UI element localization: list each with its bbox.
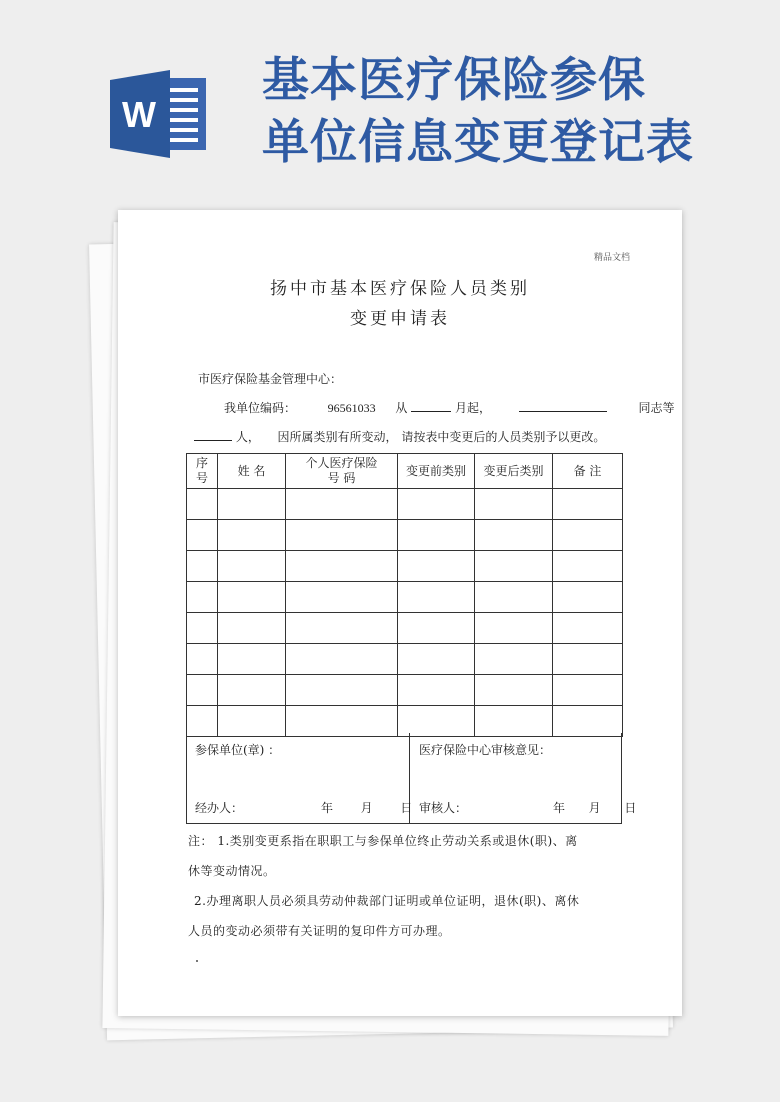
table-cell [187, 489, 218, 520]
table-cell [286, 706, 398, 737]
table-cell [187, 675, 218, 706]
table-cell [553, 551, 623, 582]
table-cell [286, 520, 398, 551]
table-body [187, 489, 623, 737]
document-title-line2: 变更申请表 [350, 309, 450, 329]
table-cell [187, 520, 218, 551]
table-cell [218, 675, 286, 706]
table-row [187, 706, 623, 737]
table-row [187, 551, 623, 582]
table-cell [553, 582, 623, 613]
table-cell [475, 551, 553, 582]
people-label: 人， [235, 430, 260, 444]
table-cell [553, 520, 623, 551]
table-cell [398, 706, 475, 737]
header-after-category: 变更后类别 [475, 454, 553, 489]
table-cell [398, 520, 475, 551]
table-cell [553, 675, 623, 706]
header-remarks: 备 注 [553, 454, 623, 489]
word-app-icon [110, 70, 210, 158]
table-cell [218, 551, 286, 582]
table-cell [398, 644, 475, 675]
reviewer-date [553, 799, 636, 816]
table-cell [475, 675, 553, 706]
table-row [187, 644, 623, 675]
table-cell [475, 706, 553, 737]
header-index: 序号 [187, 454, 218, 489]
month-blank [411, 399, 451, 412]
handler-label: 经办人： [195, 801, 244, 815]
banner-title-line1: 基本医疗保险参保 [262, 53, 646, 108]
table-cell [187, 582, 218, 613]
table-cell [398, 582, 475, 613]
table-cell [286, 551, 398, 582]
table-cell [398, 551, 475, 582]
month-start-label: 月起， [455, 401, 492, 415]
table-cell [286, 644, 398, 675]
table-cell [475, 520, 553, 551]
table-cell [286, 675, 398, 706]
note-1-line-2: 休等变动情况。 [188, 864, 276, 878]
table-cell [553, 644, 623, 675]
table-cell [218, 582, 286, 613]
addressee: 市医疗保险基金管理中心： [198, 372, 343, 386]
signature-section [186, 733, 637, 824]
table-cell [218, 644, 286, 675]
table-cell [187, 644, 218, 675]
table-cell [553, 613, 623, 644]
banner-title-line2: 单位信息变更登记表 [262, 115, 694, 170]
reviewer-label: 审核人： [419, 801, 468, 815]
table-header-row [187, 454, 623, 489]
people-count-blank [194, 428, 232, 441]
table-cell [286, 613, 398, 644]
document-page [118, 210, 682, 1016]
table-cell [218, 489, 286, 520]
unit-code-line [224, 399, 675, 416]
table-cell [553, 706, 623, 737]
unit-seal-label: 参保单位(章) ： [195, 743, 281, 757]
note-2-line-2: 人员的变动必须带有关证明的复印件方可办理。 [188, 924, 451, 938]
header-name: 姓 名 [218, 454, 286, 489]
header-before-category: 变更前类别 [398, 454, 475, 489]
reviewer-month-label: 月 [588, 801, 601, 815]
table-cell [187, 551, 218, 582]
table-cell [475, 489, 553, 520]
table-row [187, 520, 623, 551]
handler-year-label: 年 [321, 801, 334, 815]
page-dot [196, 960, 198, 962]
table-cell [475, 613, 553, 644]
handler-day-label: 日 [400, 801, 413, 815]
table-cell [187, 613, 218, 644]
table-cell [398, 489, 475, 520]
table-cell [286, 582, 398, 613]
note-1-line-1: 注： 1.类别变更系指在职职工与参保单位终止劳动关系或退休(职)、离 [188, 834, 578, 848]
table-cell [187, 706, 218, 737]
unit-code-value: 96561033 [327, 401, 376, 415]
center-opinion-label: 医疗保险中心审核意见： [419, 743, 552, 757]
table-cell [475, 644, 553, 675]
table-cell [218, 520, 286, 551]
document-title-line1: 扬中市基本医疗保险人员类别 [270, 279, 530, 299]
header-insurance-no: 个人医疗保险号 码 [286, 454, 398, 489]
handler-month-label: 月 [360, 801, 373, 815]
table-cell [553, 489, 623, 520]
note-2-line-1: 2.办理离职人员必须具劳动仲裁部门证明或单位证明，退休(职)、离休 [194, 894, 580, 908]
handler-date [321, 799, 412, 816]
table-cell [475, 582, 553, 613]
word-icon-letter: W [122, 94, 156, 135]
unit-code-label: 我单位编码： [224, 401, 297, 415]
comrade-name-blank [519, 399, 607, 412]
comrade-label: 同志等 [638, 401, 675, 415]
table-row [187, 613, 623, 644]
change-reason-text: 因所属类别有所变动， 请按表中变更后的人员类别予以更改。 [277, 430, 606, 444]
table-row [187, 582, 623, 613]
corner-label: 精品文档 [593, 253, 630, 263]
table-cell [286, 489, 398, 520]
table-cell [218, 613, 286, 644]
reviewer-year-label: 年 [553, 801, 566, 815]
table-row [187, 489, 623, 520]
table-cell [398, 613, 475, 644]
reviewer-day-label: 日 [624, 801, 637, 815]
from-label: 从 [395, 401, 408, 415]
banner-title [262, 50, 772, 174]
table-row [187, 675, 623, 706]
change-reason-line [194, 428, 605, 445]
change-table [186, 453, 623, 737]
table-cell [218, 706, 286, 737]
table-cell [398, 675, 475, 706]
